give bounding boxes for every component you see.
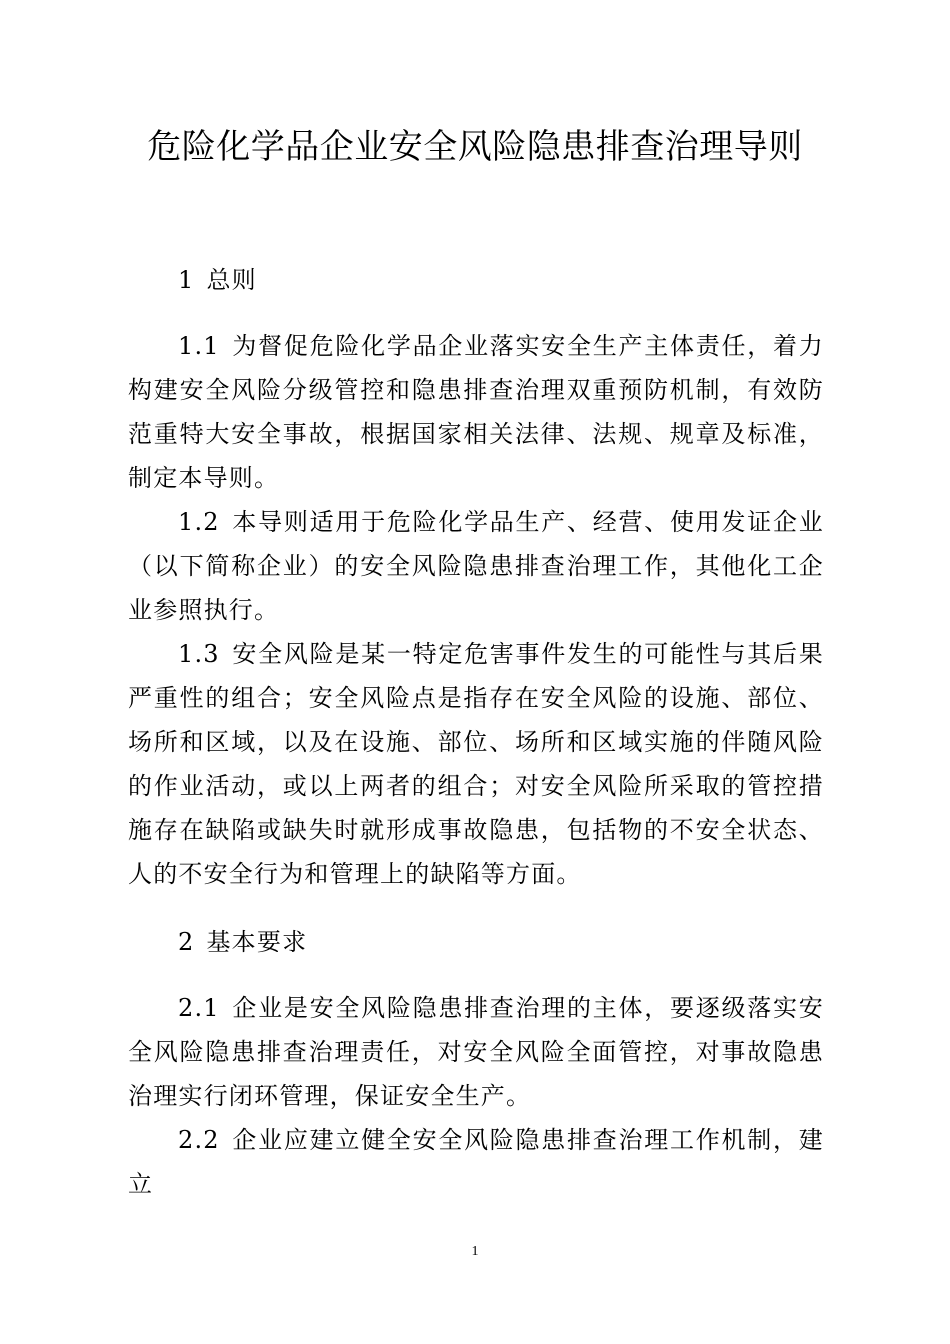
clause-text: 本导则适用于危险化学品生产、经营、使用发证企业（以下简称企业）的安全风险隐患排查治理工作，其他化工企业参照执行。 xyxy=(128,508,824,624)
clause-number: 1.1 xyxy=(178,332,220,360)
clause-number: 2.1 xyxy=(178,994,220,1022)
section-heading xyxy=(128,920,824,964)
section-heading xyxy=(128,258,824,302)
paragraph xyxy=(128,324,824,500)
document-body xyxy=(128,258,824,1206)
section-title: 基本要求 xyxy=(206,928,308,956)
clause-text: 企业是安全风险隐患排查治理的主体，要逐级落实安全风险隐患排查治理责任，对安全风险全面管控，对事故隐患治理实行闭环管理，保证安全生产。 xyxy=(128,994,824,1110)
paragraph xyxy=(128,632,824,896)
section-number: 1 xyxy=(178,266,195,294)
paragraph xyxy=(128,500,824,632)
section-title: 总则 xyxy=(206,266,257,294)
clause-text: 为督促危险化学品企业落实安全生产主体责任，着力构建安全风险分级管控和隐患排查治理双重预防机制，有效防范重特大安全事故，根据国家相关法律、法规、规章及标准，制定本导则。 xyxy=(128,332,824,492)
paragraph xyxy=(128,986,824,1118)
clause-text: 企业应建立健全安全风险隐患排查治理工作机制，建立 xyxy=(128,1126,824,1198)
clause-number: 1.2 xyxy=(178,508,220,536)
paragraph xyxy=(128,1118,824,1206)
clause-number: 1.3 xyxy=(178,640,220,668)
clause-number: 2.2 xyxy=(178,1126,220,1154)
section-number: 2 xyxy=(178,928,195,956)
clause-text: 安全风险是某一特定危害事件发生的可能性与其后果严重性的组合；安全风险点是指存在安全风险的设施、部位、场所和区域，以及在设施、部位、场所和区域实施的伴随风险的作业活动，或以上两者的组合；对安全风险所采取的管控措施存在缺陷或缺失时就形成事故隐患，包括物的不安全状态、人的不安全行为和管理上的缺陷等方面。 xyxy=(128,640,824,888)
page-number: 1 xyxy=(471,1244,479,1259)
document-title: 危险化学品企业安全风险隐患排查治理导则 xyxy=(147,127,803,167)
